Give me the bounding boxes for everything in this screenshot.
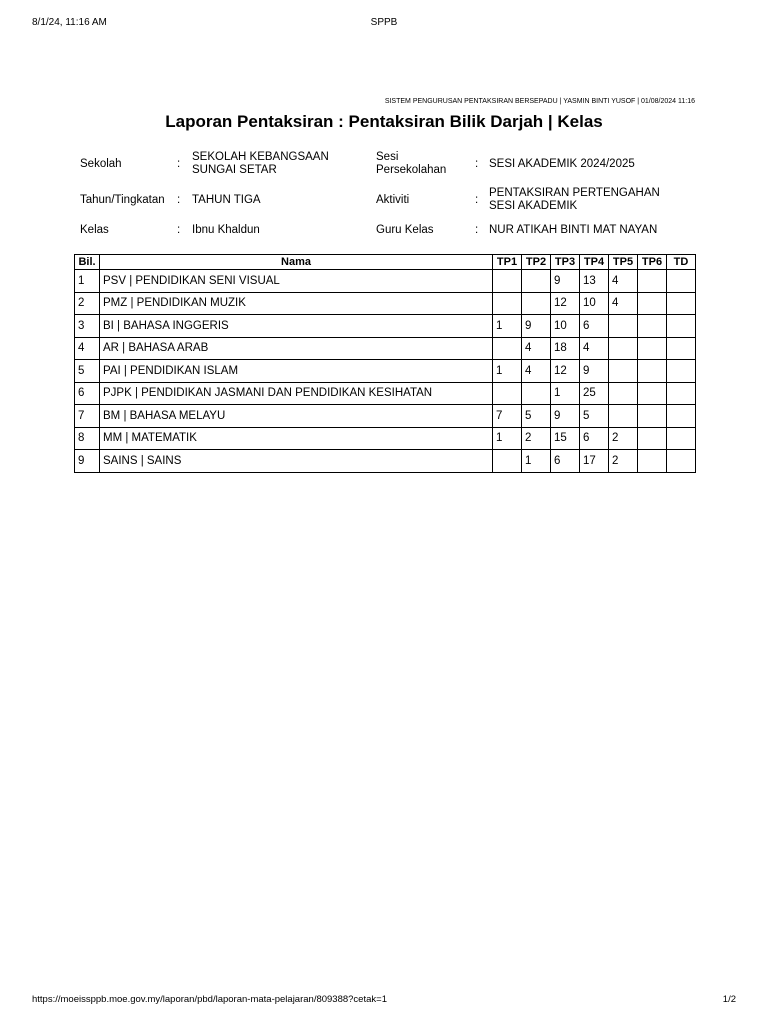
cell-nama: SAINS | SAINS [100, 450, 493, 473]
table-row [75, 292, 696, 315]
cell-td [667, 405, 696, 428]
cell-tp3: 12 [551, 360, 580, 383]
cell-tp5 [609, 315, 638, 338]
guru-label: Guru Kelas [376, 224, 434, 236]
aktiviti-value: PENTAKSIRAN PERTENGAHAN SESI AKADEMIK [489, 187, 660, 212]
tahun-label: Tahun/Tingkatan [80, 194, 165, 206]
cell-tp6 [638, 427, 667, 450]
cell-tp3: 1 [551, 382, 580, 405]
guru-value: NUR ATIKAH BINTI MAT NAYAN [489, 224, 658, 236]
cell-tp1: 7 [493, 405, 522, 428]
cell-nama: PSV | PENDIDIKAN SENI VISUAL [100, 270, 493, 293]
cell-tp5: 2 [609, 450, 638, 473]
cell-bil: 5 [75, 360, 100, 383]
table-header-row [75, 255, 696, 270]
table-row [75, 315, 696, 338]
cell-tp5: 2 [609, 427, 638, 450]
cell-tp6 [638, 315, 667, 338]
cell-tp4: 13 [580, 270, 609, 293]
cell-tp6 [638, 292, 667, 315]
cell-tp4: 10 [580, 292, 609, 315]
header-tp3: TP3 [551, 255, 580, 270]
table-row [75, 427, 696, 450]
cell-tp1: 1 [493, 360, 522, 383]
cell-tp1 [493, 292, 522, 315]
cell-tp4: 9 [580, 360, 609, 383]
cell-tp3: 15 [551, 427, 580, 450]
cell-nama: PMZ | PENDIDIKAN MUZIK [100, 292, 493, 315]
cell-tp1: 1 [493, 427, 522, 450]
print-footer [32, 994, 736, 1008]
aktiviti-colon: : [475, 194, 479, 206]
cell-tp6 [638, 270, 667, 293]
cell-tp4: 4 [580, 337, 609, 360]
cell-bil: 9 [75, 450, 100, 473]
header-bil: Bil. [75, 255, 100, 270]
cell-tp4: 5 [580, 405, 609, 428]
cell-tp5: 4 [609, 270, 638, 293]
cell-tp2: 2 [522, 427, 551, 450]
cell-td [667, 292, 696, 315]
kelas-label: Kelas [80, 224, 109, 236]
cell-td [667, 450, 696, 473]
system-info-line: SISTEM PENGURUSAN PENTAKSIRAN BERSEPADU | YASMIN BINTI YUSOF | 01/08/2024 11:16 [384, 98, 695, 105]
cell-tp5 [609, 382, 638, 405]
cell-tp2: 5 [522, 405, 551, 428]
cell-tp2 [522, 292, 551, 315]
cell-tp2: 9 [522, 315, 551, 338]
cell-nama: PAI | PENDIDIKAN ISLAM [100, 360, 493, 383]
guru-colon: : [475, 224, 479, 236]
cell-bil: 6 [75, 382, 100, 405]
cell-td [667, 382, 696, 405]
cell-nama: AR | BAHASA ARAB [100, 337, 493, 360]
cell-tp3: 9 [551, 405, 580, 428]
sesi-value: SESI AKADEMIK 2024/2025 [489, 158, 635, 170]
cell-tp5: 4 [609, 292, 638, 315]
cell-tp2: 1 [522, 450, 551, 473]
header-tp4: TP4 [580, 255, 609, 270]
cell-bil: 8 [75, 427, 100, 450]
cell-tp1 [493, 450, 522, 473]
cell-tp6 [638, 382, 667, 405]
cell-tp1 [493, 337, 522, 360]
cell-tp5 [609, 360, 638, 383]
cell-tp4: 17 [580, 450, 609, 473]
cell-tp1 [493, 382, 522, 405]
header-tp5: TP5 [609, 255, 638, 270]
cell-tp2 [522, 382, 551, 405]
cell-nama: MM | MATEMATIK [100, 427, 493, 450]
header-tp1: TP1 [493, 255, 522, 270]
kelas-colon: : [177, 224, 181, 236]
table-body [75, 270, 696, 473]
cell-tp3: 6 [551, 450, 580, 473]
cell-tp1 [493, 270, 522, 293]
cell-bil: 1 [75, 270, 100, 293]
cell-tp2: 4 [522, 337, 551, 360]
sekolah-colon: : [177, 158, 181, 170]
table-row [75, 270, 696, 293]
print-header [32, 17, 736, 31]
cell-tp3: 12 [551, 292, 580, 315]
sekolah-label: Sekolah [80, 158, 122, 170]
print-datetime: 8/1/24, 11:16 AM [32, 17, 107, 28]
cell-tp4: 6 [580, 427, 609, 450]
cell-bil: 4 [75, 337, 100, 360]
cell-tp1: 1 [493, 315, 522, 338]
table-row [75, 405, 696, 428]
kelas-value: Ibnu Khaldun [192, 224, 260, 236]
header-td: TD [667, 255, 696, 270]
cell-td [667, 337, 696, 360]
cell-tp5 [609, 337, 638, 360]
tahun-value: TAHUN TIGA [192, 194, 261, 206]
table-row [75, 360, 696, 383]
table-row [75, 450, 696, 473]
report-title: Laporan Pentaksiran : Pentaksiran Bilik Darjah | Kelas [165, 112, 603, 131]
cell-bil: 7 [75, 405, 100, 428]
print-url: https://moeissppb.moe.gov.my/laporan/pbd/laporan-mata-pelajaran/809388?cetak=1 [32, 994, 387, 1005]
print-page-number: 1/2 [722, 994, 736, 1005]
cell-tp6 [638, 337, 667, 360]
aktiviti-label: Aktiviti [376, 194, 410, 206]
tahun-colon: : [177, 194, 181, 206]
sesi-colon: : [475, 158, 479, 170]
cell-td [667, 315, 696, 338]
cell-bil: 3 [75, 315, 100, 338]
assessment-table [74, 254, 696, 473]
cell-tp2 [522, 270, 551, 293]
cell-td [667, 270, 696, 293]
cell-tp6 [638, 360, 667, 383]
cell-nama: BM | BAHASA MELAYU [100, 405, 493, 428]
print-page-title: SPPB [370, 17, 398, 28]
cell-tp3: 10 [551, 315, 580, 338]
sesi-label: Sesi Persekolahan [376, 151, 447, 176]
cell-tp4: 25 [580, 382, 609, 405]
cell-bil: 2 [75, 292, 100, 315]
cell-td [667, 427, 696, 450]
sekolah-value: SEKOLAH KEBANGSAAN SUNGAI SETAR [192, 151, 329, 176]
cell-tp3: 18 [551, 337, 580, 360]
header-tp6: TP6 [638, 255, 667, 270]
cell-nama: BI | BAHASA INGGERIS [100, 315, 493, 338]
header-nama: Nama [100, 255, 493, 270]
table-row [75, 337, 696, 360]
cell-tp4: 6 [580, 315, 609, 338]
cell-tp3: 9 [551, 270, 580, 293]
cell-tp6 [638, 450, 667, 473]
cell-tp5 [609, 405, 638, 428]
table-row [75, 382, 696, 405]
header-tp2: TP2 [522, 255, 551, 270]
cell-tp6 [638, 405, 667, 428]
cell-nama: PJPK | PENDIDIKAN JASMANI DAN PENDIDIKAN KESIHATAN [100, 382, 493, 405]
cell-td [667, 360, 696, 383]
cell-tp2: 4 [522, 360, 551, 383]
